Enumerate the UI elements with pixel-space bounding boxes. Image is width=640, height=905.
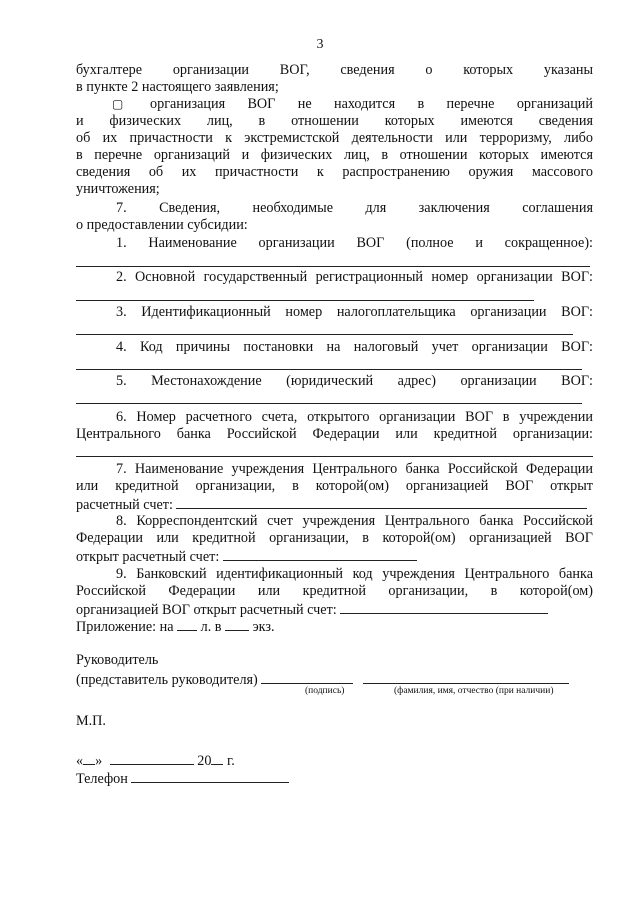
- checkbox-icon[interactable]: ▢: [112, 97, 124, 111]
- field-label-address: 5. Местонахождение (юридический адрес) организации ВОГ:: [116, 373, 593, 389]
- date-line: « » 20 г.: [76, 753, 235, 769]
- blank-year[interactable]: [211, 751, 223, 765]
- blank-pages[interactable]: [177, 617, 197, 631]
- field-label-kpp: 4. Код причины постановки на налоговый учет организации ВОГ:: [116, 339, 593, 355]
- caption-full-name: (фамилия, имя, отчество (при наличии): [394, 686, 554, 696]
- blank-line-account[interactable]: [76, 456, 593, 457]
- attachment-line: Приложение: на л. в экз.: [76, 619, 275, 635]
- text-line: о предоставлении субсидии:: [76, 217, 248, 233]
- text-line: сведения об их причастности к распространению оружия массового: [76, 164, 593, 180]
- blank-phone[interactable]: [131, 769, 289, 783]
- field-label-bank-name: 7. Наименование учреждения Центрального банка Российской Федерации: [116, 461, 593, 477]
- field-label-corr-account: 8. Корреспондентский счет учреждения Центрального банка Российской: [116, 513, 593, 529]
- text-line: в перечне организаций и физических лиц, в отношении которых имеются: [76, 147, 593, 163]
- blank-month[interactable]: [110, 751, 194, 765]
- blank-line-corr-account[interactable]: [223, 547, 417, 561]
- text-line: Федерации или кредитной организации, в которой(ом) организацией ВОГ: [76, 530, 593, 546]
- signature-head-label: Руководитель: [76, 652, 159, 668]
- text-line: Российской Федерации или кредитной организации, в которой(ом): [76, 583, 593, 599]
- field-label-account: 6. Номер расчетного счета, открытого организации ВОГ в учреждении: [116, 409, 593, 425]
- blank-line-full-name[interactable]: [76, 266, 590, 267]
- text-line: организацией ВОГ открыт расчетный счет:: [76, 600, 593, 619]
- signature-line: (представитель руководителя): [76, 670, 593, 689]
- text-line: в пункте 2 настоящего заявления;: [76, 79, 279, 95]
- stamp-label: М.П.: [76, 713, 106, 729]
- blank-copies[interactable]: [225, 617, 249, 631]
- text-line: и физических лиц, в отношении которых имеются сведения: [76, 113, 593, 129]
- text-line: расчетный счет:: [76, 495, 593, 514]
- text-line: бухгалтере организации ВОГ, сведения о которых указаны: [76, 62, 593, 78]
- field-label-bik: 9. Банковский идентификационный код учреждения Центрального банка: [116, 566, 593, 582]
- text-line: Центрального банка Российской Федерации или кредитной организации:: [76, 426, 593, 442]
- field-label-full-name: 1. Наименование организации ВОГ (полное и сокращенное):: [116, 235, 593, 251]
- blank-full-name[interactable]: [363, 670, 569, 684]
- blank-line-kpp[interactable]: [76, 369, 582, 370]
- blank-line-inn[interactable]: [76, 334, 573, 335]
- blank-day[interactable]: [83, 751, 95, 765]
- text-line: уничтожения;: [76, 181, 160, 197]
- text-line: об их причастности к экстремистской деятельности или терроризму, либо: [76, 130, 593, 146]
- page-number: 3: [316, 37, 324, 52]
- blank-line-ogrn[interactable]: [76, 300, 534, 301]
- text-line: открыт расчетный счет:: [76, 547, 593, 566]
- caption-signature: (подпись): [305, 686, 345, 696]
- blank-signature[interactable]: [261, 670, 353, 684]
- text-line: организация ВОГ не находится в перечне организаций: [150, 96, 593, 112]
- blank-line-bik[interactable]: [340, 600, 548, 614]
- text-line: или кредитной организации, в которой(ом) организацией ВОГ открыт: [76, 478, 593, 494]
- blank-line-address[interactable]: [76, 403, 582, 404]
- phone-line: Телефон: [76, 769, 593, 788]
- section-heading: 7. Сведения, необходимые для заключения соглашения: [116, 200, 593, 216]
- field-label-ogrn: 2. Основной государственный регистрационный номер организации ВОГ:: [116, 269, 593, 285]
- blank-line-bank-name[interactable]: [176, 495, 587, 509]
- field-label-inn: 3. Идентификационный номер налогоплательщика организации ВОГ:: [116, 304, 593, 320]
